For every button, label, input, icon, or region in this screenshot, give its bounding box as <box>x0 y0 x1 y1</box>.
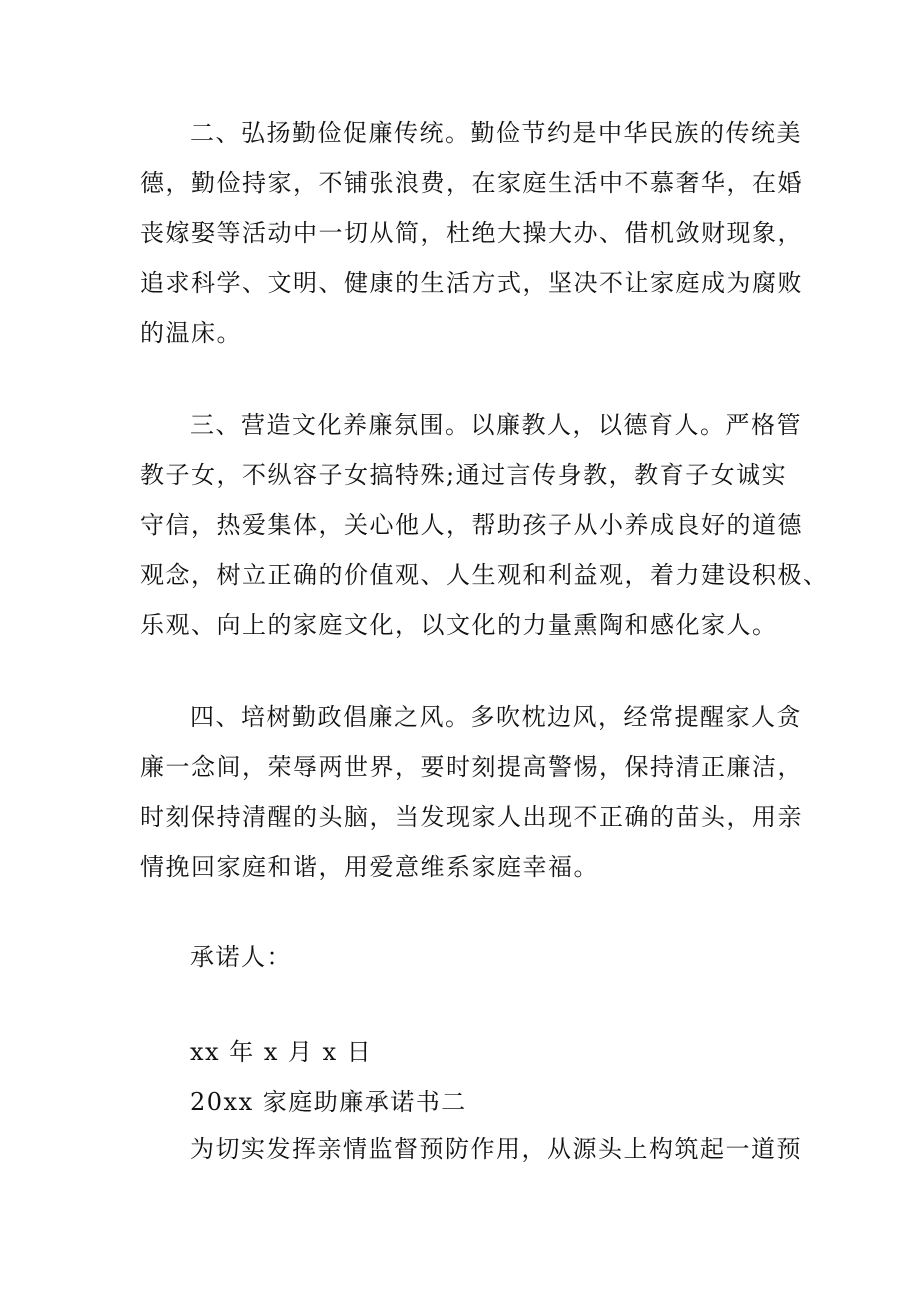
section2-line-2: 德，勤俭持家，不铺张浪费，在家庭生活中不慕奢华，在婚 <box>140 169 803 197</box>
section4-line-1: 四、培树勤政倡廉之风。多吹枕边风，经常提醒家人贪 <box>190 703 802 731</box>
section3-line-1: 三、营造文化养廉氛围。以廉教人，以德育人。严格管 <box>190 411 802 439</box>
section3-line-2: 教子女，不纵容子女搞特殊;通过言传身教，教育子女诚实 <box>140 461 788 489</box>
date-line: xx 年 x 月 x 日 <box>190 1038 373 1066</box>
section4-line-2: 廉一念间，荣辱两世界，要时刻提高警惕，保持清正廉洁， <box>140 753 803 781</box>
section4-line-3: 时刻保持清醒的头脑，当发现家人出现不正确的苗头，用亲 <box>140 803 803 831</box>
section2-line-5: 的温床。 <box>140 319 242 347</box>
section3-line-4: 观念，树立正确的价值观、人生观和利益观，着力建设积极、 <box>140 561 829 589</box>
section2-line-1: 二、弘扬勤俭促廉传统。勤俭节约是中华民族的传统美 <box>190 119 802 147</box>
next-document-title: 20xx 家庭助廉承诺书二 <box>190 1088 467 1116</box>
section4-line-4: 情挽回家庭和谐，用爱意维系家庭幸福。 <box>140 853 599 881</box>
section3-line-5: 乐观、向上的家庭文化，以文化的力量熏陶和感化家人。 <box>140 611 778 639</box>
section2-line-3: 丧嫁娶等活动中一切从简，杜绝大操大办、借机敛财现象， <box>140 219 803 247</box>
next-document-first-line: 为切实发挥亲情监督预防作用，从源头上构筑起一道预 <box>190 1135 802 1163</box>
signature-label: 承诺人： <box>190 943 292 971</box>
section2-line-4: 追求科学、文明、健康的生活方式，坚决不让家庭成为腐败 <box>140 269 803 297</box>
section3-line-3: 守信，热爱集体，关心他人，帮助孩子从小养成良好的道德 <box>140 511 803 539</box>
